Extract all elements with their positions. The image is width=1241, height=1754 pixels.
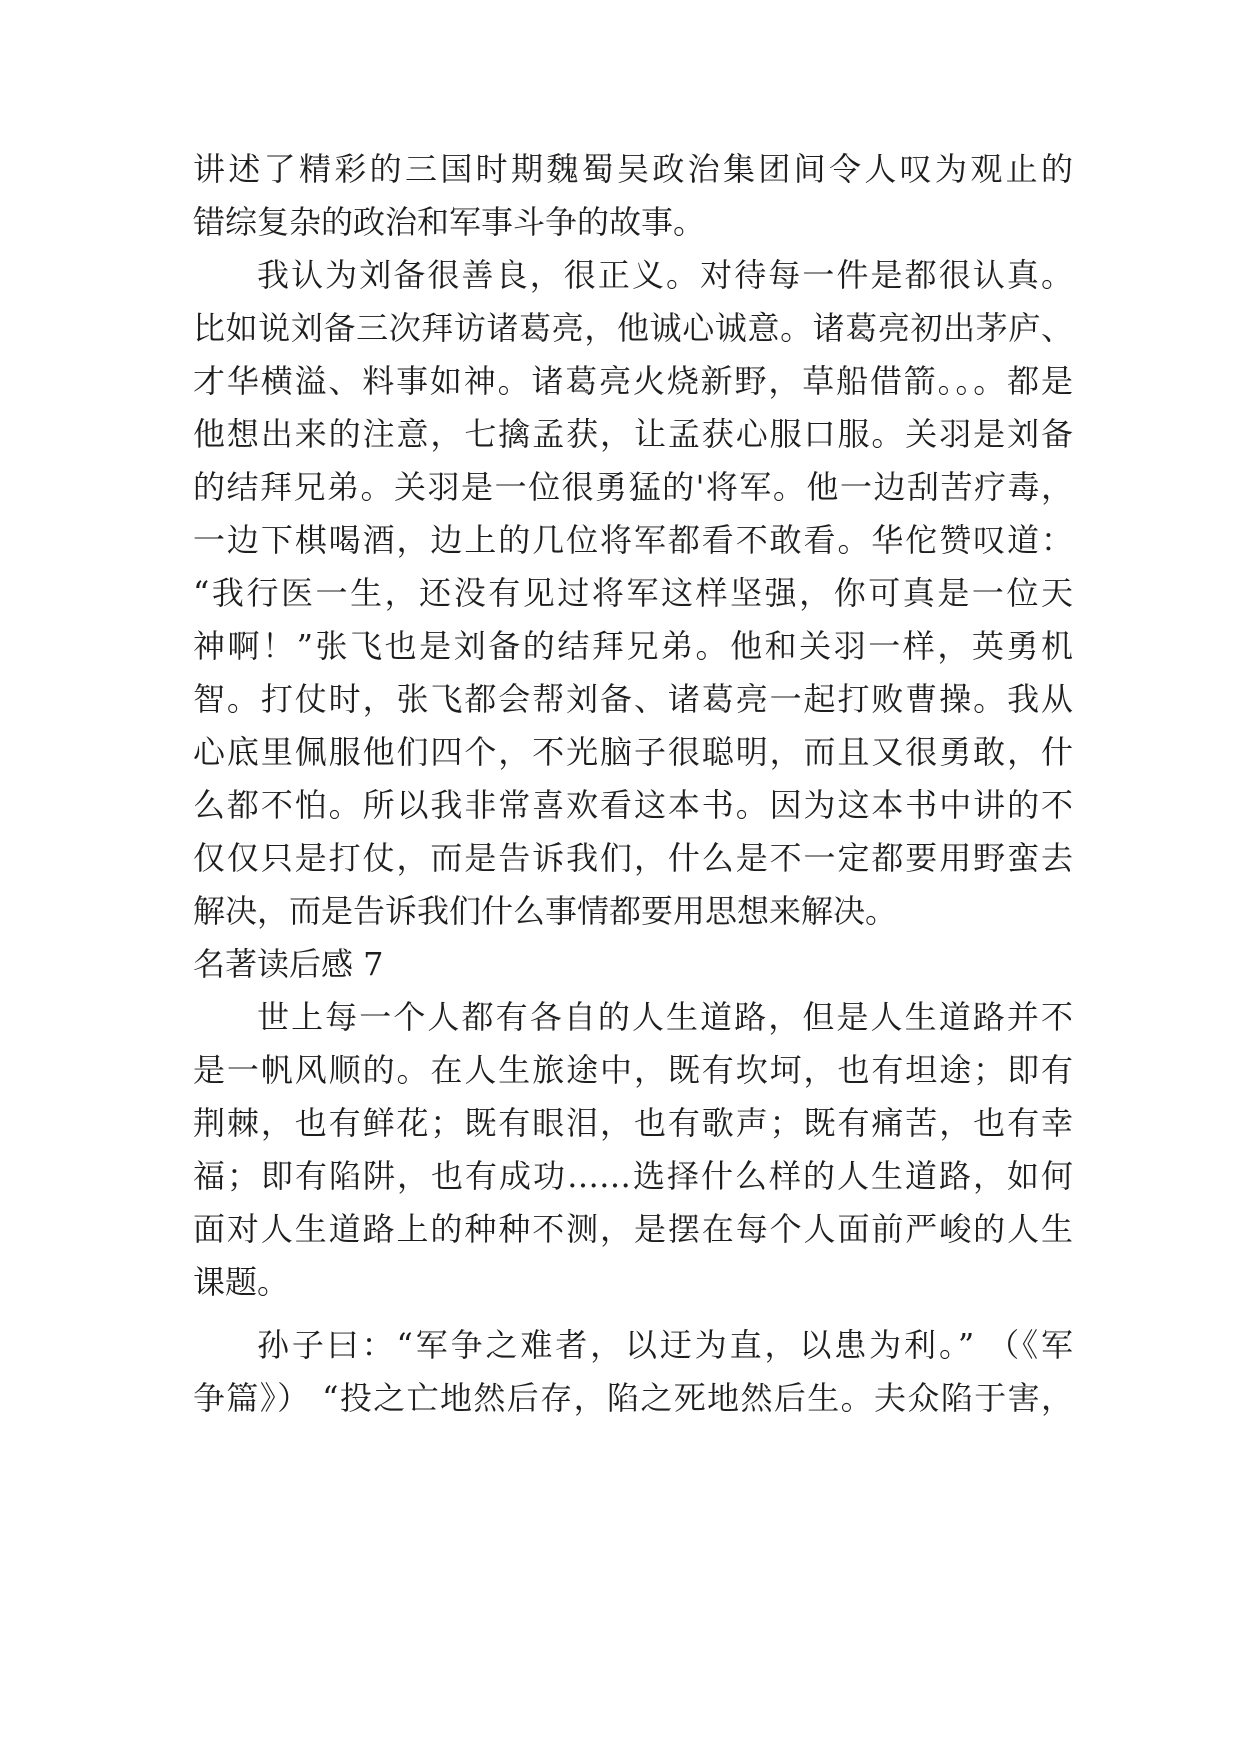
paragraph-line: 世上每一个人都有各自的人生道路，但是人生道路并不 — [257, 998, 1073, 1036]
paragraph-line: 面对人生道路上的种种不测，是摆在每个人面前严峻的人生 — [193, 1210, 1073, 1248]
paragraph-line: 争篇》） “投之亡地然后存，陷之死地然后生。夫众陷于害， — [193, 1379, 1073, 1417]
paragraph-line: 么都不怕。所以我非常喜欢看这本书。因为这本书中讲的不 — [193, 786, 1073, 824]
paragraph-line: 孙子曰：“军争之难者，以迂为直，以患为利。” （《军 — [257, 1326, 1073, 1364]
paragraph-line: 比如说刘备三次拜访诸葛亮，他诚心诚意。诸葛亮初出茅庐、 — [193, 309, 1073, 347]
paragraph-line: 我认为刘备很善良，很正义。对待每一件是都很认真。 — [257, 256, 1073, 294]
paragraph-line: 智。打仗时，张飞都会帮刘备、诸葛亮一起打败曹操。我从 — [193, 680, 1073, 718]
paragraph-line: 是一帆风顺的。在人生旅途中，既有坎坷，也有坦途；即有 — [193, 1051, 1073, 1089]
paragraph-line: 心底里佩服他们四个，不光脑子很聪明，而且又很勇敢，什 — [193, 733, 1073, 771]
paragraph-line: 福；即有陷阱，也有成功……选择什么样的人生道路，如何 — [193, 1157, 1073, 1195]
paragraph-line: 解决，而是告诉我们什么事情都要用思想来解决。 — [193, 892, 898, 930]
paragraph-line: 仅仅只是打仗，而是告诉我们，什么是不一定都要用野蛮去 — [193, 839, 1073, 877]
paragraph-line: 神啊！”张飞也是刘备的结拜兄弟。他和关羽一样，英勇机 — [193, 627, 1073, 665]
paragraph-line: 他想出来的注意，七擒孟获，让孟获心服口服。关羽是刘备 — [193, 415, 1073, 453]
paragraph-line: “我行医一生，还没有见过将军这样坚强，你可真是一位天 — [193, 574, 1073, 612]
paragraph-line: 才华横溢、料事如神。诸葛亮火烧新野，草船借箭。。。都是 — [193, 362, 1073, 400]
paragraph-line: 的结拜兄弟。关羽是一位很勇猛的'将军。他一边刮苦疗毒， — [193, 468, 1073, 506]
paragraph-line: 课题。 — [193, 1263, 290, 1301]
paragraph-line: 一边下棋喝酒，边上的几位将军都看不敢看。华佗赞叹道： — [193, 521, 1073, 559]
paragraph-line: 讲述了精彩的三国时期魏蜀吴政治集团间令人叹为观止的 — [193, 150, 1073, 188]
paragraph-line: 荆棘，也有鲜花；既有眼泪，也有歌声；既有痛苦，也有幸 — [193, 1104, 1073, 1142]
paragraph-line: 错综复杂的政治和军事斗争的故事。 — [193, 203, 706, 241]
section-heading: 名著读后感 7 — [193, 945, 384, 983]
